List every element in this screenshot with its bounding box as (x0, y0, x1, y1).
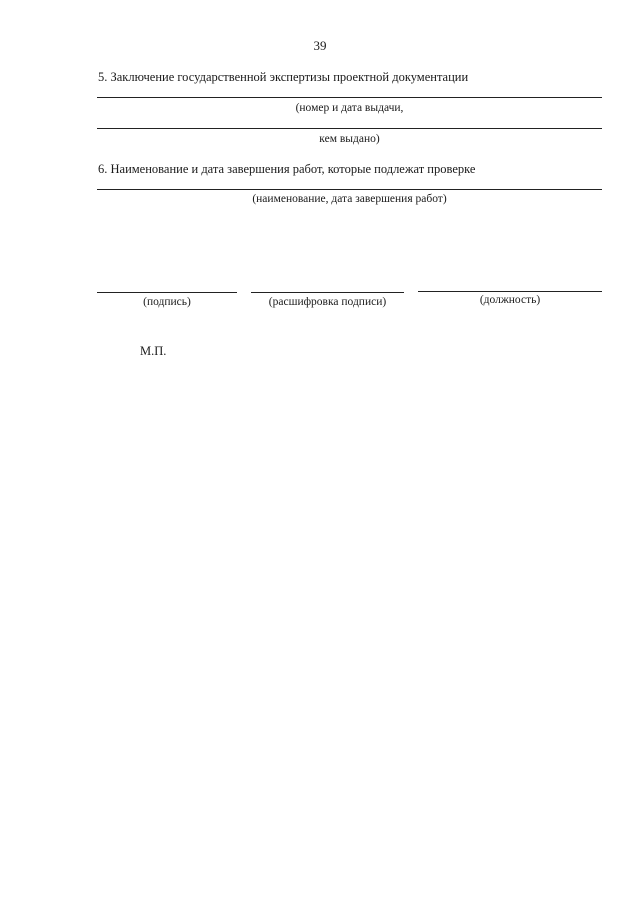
section-6-heading: 6. Наименование и дата завершения работ, которые подлежат проверке (98, 162, 476, 176)
position-caption: (должность) (479, 294, 541, 306)
signature-caption: (подпись) (143, 296, 191, 308)
section-5-fill-line-1 (97, 97, 602, 98)
section-6-caption-name-date: (наименование, дата завершения работ) (252, 193, 447, 205)
signature-decoding-caption: (расшифровка подписи) (268, 296, 387, 308)
section-5-fill-line-2 (97, 128, 602, 129)
section-5-caption-issued-by: кем выдано) (319, 133, 380, 145)
position-line (418, 291, 602, 292)
signature-decoding-line (251, 292, 404, 293)
section-5-caption-number-date: (номер и дата выдачи, (295, 102, 404, 114)
stamp-label: М.П. (140, 344, 167, 358)
signature-line (97, 292, 237, 293)
section-6-fill-line (97, 189, 602, 190)
page-number: 39 (313, 38, 327, 53)
section-5-heading: 5. Заключение государственной экспертизы проектной документации (98, 70, 469, 84)
